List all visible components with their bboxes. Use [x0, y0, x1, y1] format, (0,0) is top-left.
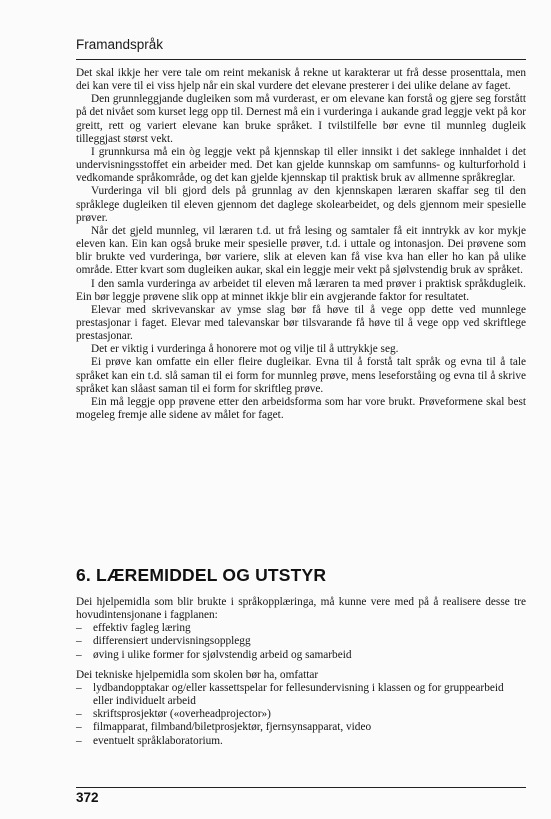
list-item — [76, 635, 526, 648]
paragraph: Vurderinga vil bli gjord dels på grunnlag av den kjennskapen læraren skaffar seg til den språklege dugleiken til eleven gjennom det daglege skolearbeidet, og dels gjennom meir spesielle prøver. — [76, 185, 526, 224]
dash-bullet: – — [76, 734, 82, 747]
dash-bullet: – — [76, 721, 82, 734]
dash-bullet: – — [76, 681, 82, 694]
list-item-text: lydbandopptakar og/eller kassettspelar for fellesundervisning i klassen og for gruppearbeid eller individuelt arbeid — [93, 681, 504, 708]
paragraph: I den samla vurderinga av arbeidet til eleven må læraren ta med prøver i praktisk språkdugleik. Ein bør leggje prøvene slik opp at minnet ikkje blir ein avgjerande faktor for resultatet. — [76, 277, 526, 303]
list-item — [76, 649, 526, 662]
spacer — [76, 662, 526, 669]
paragraph: Ein må leggje opp prøvene etter den arbeidsforma som har vore brukt. Prøveformene skal best mogeleg fremje alle sidene av målet for faget. — [76, 395, 526, 422]
list-item-text: eventuelt språklaboratorium. — [93, 734, 223, 747]
body-text — [76, 67, 526, 422]
list-item-text: øving i ulike former for sjølvstendig arbeid og samarbeid — [93, 648, 352, 661]
header-rule — [76, 59, 526, 60]
paragraph: Den grunnleggjande dugleiken som må vurderast, er om elevane kan forstå og gjere seg forstått på det nivået som kurset legg opp til. Dernest må ein i vurderinga i aukande grad leggje vekt på kor greitt, rett og variert elevane kan bruke språket. I tvilstilfelle bør evne til munnleg dugleik tilleggjast størst vekt. — [76, 93, 526, 145]
footer-rule — [76, 787, 526, 788]
list-item — [76, 622, 526, 635]
technical-intro: Dei tekniske hjelpemidla som skolen bør ha, omfattar — [76, 668, 319, 681]
dash-bullet: – — [76, 622, 82, 635]
list-item — [76, 682, 526, 708]
technical-list — [76, 682, 526, 748]
paragraph: I grunnkursa må ein òg leggje vekt på kjennskap til eller innsikt i det saklege innhaldet i det undervisningsstoffet ein arbeider med. Det kan gjelde kunnskap om samfunns- og kulturforhold i vedkomande språkområde, og det kan gjelde kjennskap til praktisk bruk av allmenne språkreglar. — [76, 145, 526, 185]
list-item — [76, 708, 526, 721]
dash-bullet: – — [76, 708, 82, 721]
running-head: Framandspråk — [76, 37, 164, 52]
list-item-text: effektiv fagleg læring — [93, 622, 191, 635]
dash-bullet: – — [76, 648, 82, 661]
paragraph: Når det gjeld munnleg, vil læraren t.d. ut frå lesing og samtaler få eit inntrykk av kor mykje eleven kan. Ein kan også bruke meir spesielle prøver, t.d. i uttale og intonasjon. Dei prøvene som blir brukte ved vurderinga, bør variere, slik at eleven kan få vise kva han eller ho kan på ulike område. Etter kvart som dugleiken aukar, skal ein leggje meir vekt på sjølvstendig bruk av språket. — [76, 224, 526, 277]
list-item-text: skriftsprosjektør («overheadprojector») — [93, 708, 271, 721]
paragraph: Det skal ikkje her vere tale om reint mekanisk å rekne ut karakterar ut frå desse prosenttala, men dei kan vere til ei viss hjelp når ein skal vurdere det elevane presterer i dei ulike delane av faget. — [76, 67, 526, 93]
list-item — [76, 721, 526, 734]
dash-bullet: – — [76, 635, 82, 648]
paragraph: Ei prøve kan omfatte ein eller fleire dugleikar. Evna til å forstå talt språk og evna til å tale språket kan ein t.d. slå saman til ei form for munnleg prøve, mens leseforståing og evna til å skrive språket kan slåast saman til ei form for skriftleg prøve. — [76, 356, 526, 395]
section-intro: Dei hjelpemidla som blir brukte i språkopplæringa, må kunne vere med på å realisere desse tre hovudintensjonane i fagplanen: — [76, 596, 526, 622]
list-item-text: filmapparat, filmband/biletprosjektør, fjernsynsapparat, video — [93, 721, 372, 734]
paragraph: Elevar med skrivevanskar av ymse slag bør få høve til å vege opp dette ved munnlege prestasjonar i faget. Elevar med talevanskar bør tilsvarande få høve til å vege opp ved skriftlege prestasjonar. — [76, 303, 526, 343]
list-item-text: differensiert undervisningsopplegg — [93, 635, 251, 648]
page-number: 372 — [76, 790, 99, 805]
list-item — [76, 735, 526, 748]
intentions-list — [76, 622, 526, 661]
section-heading: 6. LÆREMIDDEL OG UTSTYR — [76, 565, 327, 585]
section-body — [76, 596, 526, 748]
paragraph: Det er viktig i vurderinga å honorere mot og vilje til å uttrykkje seg. — [91, 343, 399, 356]
